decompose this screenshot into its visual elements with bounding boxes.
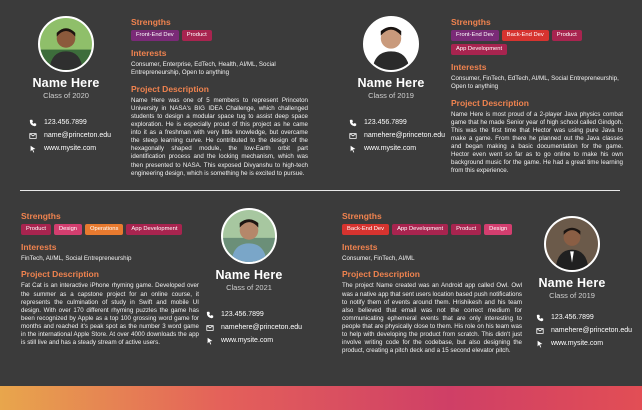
- person-name: Name Here: [357, 76, 425, 90]
- phone-icon: [28, 118, 38, 128]
- email-icon: [205, 323, 215, 333]
- interests-heading: Interests: [342, 242, 378, 252]
- contact-info: [348, 116, 445, 155]
- email-row: [205, 321, 302, 334]
- avatar: [363, 16, 419, 72]
- email-row: [28, 129, 111, 142]
- profile-card-2: [352, 16, 430, 100]
- details-panel-4: [342, 211, 522, 355]
- avatar: [38, 16, 94, 72]
- phone-number: 123.456.7899: [551, 314, 594, 321]
- avatar: [544, 216, 600, 272]
- details-panel-3: [21, 211, 199, 347]
- website-link[interactable]: www.mysite.com: [364, 145, 417, 152]
- details-panel-2: [451, 17, 623, 176]
- website-row: [205, 334, 302, 347]
- project-heading: Project Description: [451, 97, 529, 108]
- strengths-heading: Strengths: [21, 211, 61, 221]
- website-row: [348, 142, 445, 155]
- project-description: Name Here is most proud of a 2-player Java physics combat game that he made Senior year of high school called Gindgoh. This was the first time that Hector was using pure Java to make a game. From there he planned out the Java classes and began making a basic documentation for the game. Hector even went so far as to go online to make his own background music for the game. He had a great time learning from this experience.: [451, 110, 623, 175]
- website-row: [28, 142, 111, 155]
- strength-tag: Product: [451, 224, 481, 235]
- cursor-icon: [205, 336, 215, 346]
- strength-tag: Product: [182, 30, 212, 41]
- project-description: The project Name created was an Android app called Owl. Owl was a native app that sent users location based push notifications to notify them of events around them. Hrishikesh and his team also believed that email was not the correct medium for communicating ephemeral events that are only interesting to people that are physically close to them. His role on his team was to help with developing the product from scratch. This didn't just involve writing code for the codebase, but also designing the product, creating a pitch deck and a 15 second elevator pitch.: [342, 282, 522, 355]
- profile-card-3: [212, 208, 286, 292]
- phone-number: 123.456.7899: [364, 119, 407, 126]
- class-year: Class of 2019: [368, 91, 414, 100]
- profile-card-1: [30, 16, 102, 100]
- strength-tags: [451, 30, 623, 55]
- avatar: [221, 208, 277, 264]
- strengths-heading: Strengths: [451, 17, 491, 27]
- gradient-footer-bar: [0, 386, 642, 410]
- strength-tag: Product: [552, 30, 582, 41]
- email-icon: [348, 131, 358, 141]
- person-name: Name Here: [215, 268, 283, 282]
- project-description: Name Here was one of 5 members to represent Princeton University in NASA's BIG IDEA Challenge, which challenged students to design a modular space tug to assist deep space exploration. He is especially proud of this project as he came into it as a freshman with very little knowledge, but overcame the steep learning curve. He contributed to the design of the hexagonally shaped module, the low-Earth orbit part identification process and the locking mechanism, which was then presented to NASA. This exposed Divyanshu to high-tech engineering design, which is something he is excited to pursue.: [131, 96, 308, 177]
- phone-row: [348, 116, 445, 129]
- section-divider: [20, 190, 620, 191]
- email-link[interactable]: namehere@princeton.edu: [364, 132, 446, 139]
- strength-tag: Front-End Dev: [451, 30, 499, 41]
- strengths-heading: Strengths: [342, 211, 382, 221]
- details-panel-1: [131, 17, 308, 178]
- website-link[interactable]: www.mysite.com: [221, 337, 274, 344]
- interests-heading: Interests: [21, 242, 57, 252]
- person-name: Name Here: [538, 276, 606, 290]
- email-row: [348, 129, 445, 142]
- strength-tag: Front-End Dev: [131, 30, 179, 41]
- strength-tag: App Development: [126, 224, 182, 235]
- class-year: Class of 2021: [226, 283, 272, 292]
- strength-tag: App Development: [392, 224, 448, 235]
- phone-number: 123.456.7899: [221, 311, 264, 318]
- email-link[interactable]: name@princeton.edu: [44, 132, 112, 139]
- phone-row: [28, 116, 111, 129]
- website-row: [535, 337, 632, 350]
- website-link[interactable]: www.mysite.com: [44, 145, 97, 152]
- class-year: Class of 2020: [43, 91, 89, 100]
- strength-tag: Back-End Dev: [502, 30, 549, 41]
- interests-text: Consumer, FinTech, EdTech, AI/ML, Social Entrepreneurship, Open to anything: [451, 75, 619, 91]
- strength-tags: [342, 224, 522, 235]
- phone-row: [535, 311, 632, 324]
- class-year: Class of 2019: [549, 291, 595, 300]
- interests-heading: Interests: [131, 48, 167, 58]
- strength-tag: Design: [484, 224, 512, 235]
- email-row: [535, 324, 632, 337]
- cursor-icon: [348, 144, 358, 154]
- project-description: Fat Cat is an interactive iPhone rhyming game. Developed over the summer as a capstone project for an online course, it represents the culmination of study in Swift and mobile UI design. With over 170 different rhyming puzzles the game has been recognized by Apple as a top 100 grossing word game for months and reached it's peak spot as the number 3 word game in the international Apple Store. At over 4000 downloads the app is still live and has a steady stream of active users.: [21, 282, 199, 347]
- email-link[interactable]: namehere@princeton.edu: [221, 324, 303, 331]
- person-name: Name Here: [32, 76, 100, 90]
- interests-text: Consumer, Enterprise, EdTech, Health, AI/ML, Social Entrepreneurship, Open to anything: [131, 61, 276, 77]
- interests-text: FinTech, AI/ML, Social Entrepreneurship: [21, 255, 132, 262]
- interests-heading: Interests: [451, 62, 487, 72]
- email-link[interactable]: namehere@princeton.edu: [551, 327, 633, 334]
- phone-icon: [205, 310, 215, 320]
- phone-row: [205, 308, 302, 321]
- profile-card-4: [537, 216, 607, 300]
- email-icon: [535, 326, 545, 336]
- strength-tag: Design: [54, 224, 82, 235]
- phone-icon: [535, 313, 545, 323]
- strength-tag: Back-End Dev: [342, 224, 389, 235]
- strength-tags: [131, 30, 308, 41]
- contact-info: [205, 308, 302, 347]
- cursor-icon: [535, 339, 545, 349]
- phone-number: 123.456.7899: [44, 119, 87, 126]
- contact-info: [28, 116, 111, 155]
- project-heading: Project Description: [21, 269, 99, 280]
- project-heading: Project Description: [131, 83, 209, 94]
- strengths-heading: Strengths: [131, 17, 171, 27]
- website-link[interactable]: www.mysite.com: [551, 340, 604, 347]
- strength-tags: [21, 224, 199, 235]
- project-heading: Project Description: [342, 269, 420, 280]
- strength-tag: Product: [21, 224, 51, 235]
- phone-icon: [348, 118, 358, 128]
- strength-tag: App Development: [451, 44, 507, 55]
- contact-info: [535, 311, 632, 350]
- strength-tag: Operations: [85, 224, 123, 235]
- interests-text: Consumer, FinTech, AI/ML: [342, 255, 415, 262]
- email-icon: [28, 131, 38, 141]
- cursor-icon: [28, 144, 38, 154]
